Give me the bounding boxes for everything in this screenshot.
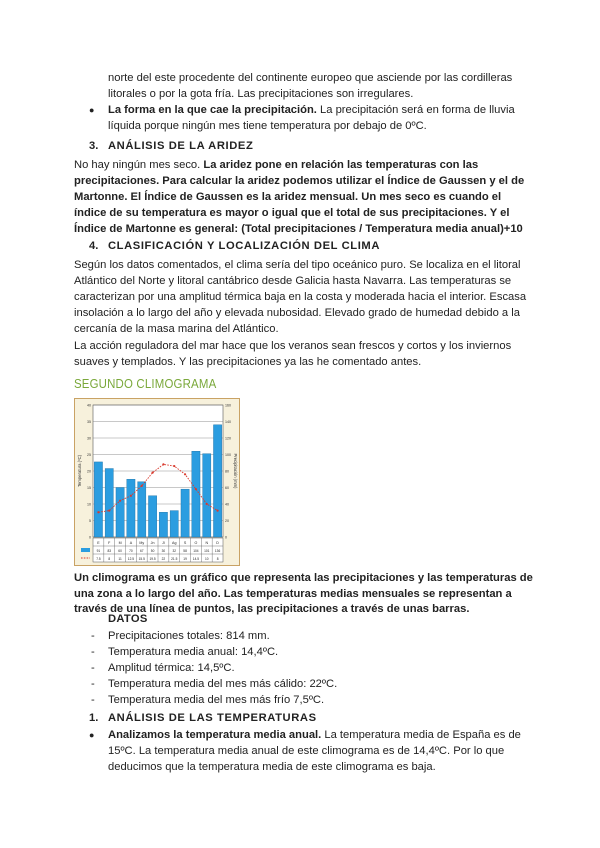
temperature-point [108,510,110,512]
precip-table-value: 91 [96,548,101,553]
datos-item: Precipitaciones totales: 814 mm. [108,630,270,642]
x-tick-label: S [183,540,187,545]
clima-p1-line-5: cercanía de la masa marina del Atlántico. [74,323,279,335]
precip-table-value: 136 [214,548,221,553]
y-right-tick-label: 120 [225,436,231,441]
y-left-tick-label: 0 [89,535,91,540]
precip-table-value: 60 [118,548,122,553]
temp-table-value: 7.5 [96,556,101,561]
precip-bar [116,488,124,538]
second-climogram-title: SEGUNDO CLIMOGRAMA [74,376,217,391]
x-tick-label: F [108,540,111,545]
x-tick-label: A [129,540,133,545]
aridez-lead: No hay ningún mes seco. [74,159,204,171]
temp-table-value: 8 [108,556,111,561]
temperature-point [141,485,143,487]
temp-bullet [108,727,534,743]
precip-bar [138,482,146,537]
x-tick-label: O [194,540,198,545]
legend-precip-key [81,548,90,552]
precip-bar [159,512,167,537]
precip-form-text: La precipitación será en forma de lluvia [316,104,515,116]
precip-table-value: 30 [161,548,166,553]
temperature-point [119,500,121,502]
climogram-chart [74,398,240,566]
x-tick-label: D [216,540,219,545]
aridez-line-3: Martonne. El Índice de Gaussen es la aridez mensual. Un mes seco es cuando el [74,191,502,203]
precip-form-line-2: líquida porque ningún mes tiene temperatura por debajo de 0ºC. [108,120,427,132]
dash-icon: - [91,678,95,690]
section1-number: 1. [89,712,99,724]
precip-table-value: 58 [183,548,187,553]
precip-table-value: 70 [129,548,133,553]
y-right-tick-label: 100 [225,453,231,457]
aridez-line-5: Índice de Martonne es general: (Total precipitaciones / Temperatura media anual)+10 [74,223,523,235]
datos-item: Temperatura media anual: 14,4ºC. [108,646,279,658]
y-left-tick-label: 30 [87,436,91,441]
datos-item: Amplitud térmica: 14,5ºC. [108,662,235,674]
x-tick-label: Ag [172,540,177,545]
precip-bar [148,496,156,537]
y-left-tick-label: 20 [87,469,91,474]
temperature-point [216,510,218,512]
section3-heading: ANÁLISIS DE LA ARIDEZ [108,140,254,152]
temperature-point [151,472,153,474]
temperature-point [162,463,164,465]
caption-line-3: través de una línea de puntos, las precipitaciones a través de unas barras. [74,603,470,615]
x-tick-label: My [139,540,145,545]
clima-p1-line-2: Atlántico del Norte y litoral cantábrico desde Galicia hasta Navarra. Las temperaturas se [74,275,512,287]
clima-p2-line-2: suaves y templados. Y las precipitaciones ya las he comentado antes. [74,356,422,368]
y-right-tick-label: 80 [225,469,229,474]
temperature-point [130,495,132,497]
temp-table-value: 21.5 [171,556,178,561]
aridez-line-2: precipitaciones. Para calcular la aridez podemos utilizar el Índice de Gaussen y el de [74,175,525,187]
y-left-tick-label: 40 [87,403,91,408]
caption-line-1: Un climograma es un gráfico que representa las precipitaciones y las temperaturas de [74,572,533,584]
temp-table-value: 12.5 [127,556,135,561]
clima-p2-line-1: La acción reguladora del mar hace que los veranos sean frescos y cortos y los inviernos [74,340,512,352]
temperature-point [97,511,99,513]
y-right-tick-label: 160 [225,403,231,408]
precip-bar [94,462,102,537]
dash-icon: - [91,630,95,642]
temp-line-2: 15ºC. La temperatura media anual de este climograma es de 14,4ºC. Por lo que [108,745,505,757]
x-tick-label: Jn [150,540,155,545]
y-right-tick-label: 20 [225,519,229,523]
section4-number: 4. [89,240,99,252]
precip-bar [213,425,221,537]
section1-heading: ANÁLISIS DE LAS TEMPERATURAS [108,712,317,724]
temperature-point [195,488,197,490]
temp-table-value: 11 [118,556,122,561]
aridez-bold-1: La aridez pone en relación las temperaturas con las [203,159,479,171]
temperature-point [173,465,175,467]
precip-table-value: 83 [107,548,112,553]
precip-bar [181,489,189,537]
aridez-line-1 [74,157,534,173]
y-left-tick-label: 15 [87,486,91,490]
x-tick-label: N [205,540,209,545]
y-right-tick-label: 60 [225,486,229,490]
y-left-axis-label: Temperatura (ºC) [77,454,82,488]
temp-bullet-text: La temperatura media de España es de [321,729,521,741]
clima-p1-line-4: insolación a lo largo del año y elevada nubosidad. Elevado grado de humedad debido a la [74,307,520,319]
precip-form-bold: La forma en la que cae la precipitación. [108,104,317,116]
temp-bullet-bold: Analizamos la temperatura media anual. [108,729,322,741]
y-left-tick-label: 5 [89,519,91,523]
precip-table-value: 50 [150,548,155,553]
temp-line-3: deducimos que la temperatura media de este climograma es baja. [108,761,436,773]
precip-bar [203,454,211,537]
temp-table-value: 10 [204,556,209,561]
temp-table-value: 19 [183,556,187,561]
temperature-point [184,473,186,475]
y-right-axis-label: Precipitación (mm) [233,453,238,489]
bullet-icon: ● [89,105,95,115]
dash-icon: - [91,662,95,674]
section3-number: 3. [89,140,99,152]
datos-item: Temperatura media del mes más cálido: 22ºC. [108,678,338,690]
x-tick-label: M [118,540,122,545]
aridez-line-4: índice de su temperatura es mayor o igual que el total de sus precipitaciones. Y el [74,207,510,219]
precip-table-value: 101 [204,548,210,553]
y-right-tick-label: 40 [225,502,229,507]
precip-table-value: 32 [172,548,177,553]
y-left-tick-label: 35 [87,420,91,424]
datos-item: Temperatura media del mes más frío 7,5ºC. [108,694,325,706]
precip-table-value: 67 [139,548,144,553]
y-left-tick-label: 10 [87,502,91,507]
intro-line-1: norte del este procedente del continente europeo que asciende por las cordilleras [108,72,513,84]
clima-p1-line-1: Según los datos comentados, el clima sería del tipo oceánico puro. Se localiza en el litoral [74,259,521,271]
y-right-tick-label: 0 [225,535,227,540]
x-tick-label: Jl [162,540,165,545]
precip-bar [170,511,178,537]
dash-icon: - [91,694,95,706]
temp-table-value: 14.5 [192,556,200,561]
bullet-icon: ● [89,730,95,740]
precip-table-value: 104 [193,548,199,553]
precip-form-bullet [108,102,534,118]
precip-bar [105,469,113,537]
precip-bar [127,479,135,537]
caption-line-2: una zona a lo largo del año. Las temperaturas medias mensuales se representan a [74,588,512,600]
temp-table-value: 22 [161,556,166,561]
temp-table-value: 19.5 [149,556,156,561]
intro-line-2: litorales o por la gota fría. Las precipitaciones son irregulares. [108,88,414,100]
x-tick-label: E [97,540,100,545]
dash-icon: - [91,646,95,658]
temp-table-value: 15.5 [138,556,145,561]
clima-p1-line-3: caracterizan por una amplitud térmica baja en la costa y moderada hacia el interior. Escasa [74,291,527,303]
section4-heading: CLASIFICACIÓN Y LOCALIZACIÓN DEL CLIMA [108,240,381,252]
y-left-tick-label: 25 [87,453,91,457]
y-right-tick-label: 140 [225,420,231,424]
temperature-point [206,503,208,505]
temp-table-value: 8 [216,556,219,561]
precip-bar [192,451,200,537]
datos-heading: DATOS [108,613,148,625]
